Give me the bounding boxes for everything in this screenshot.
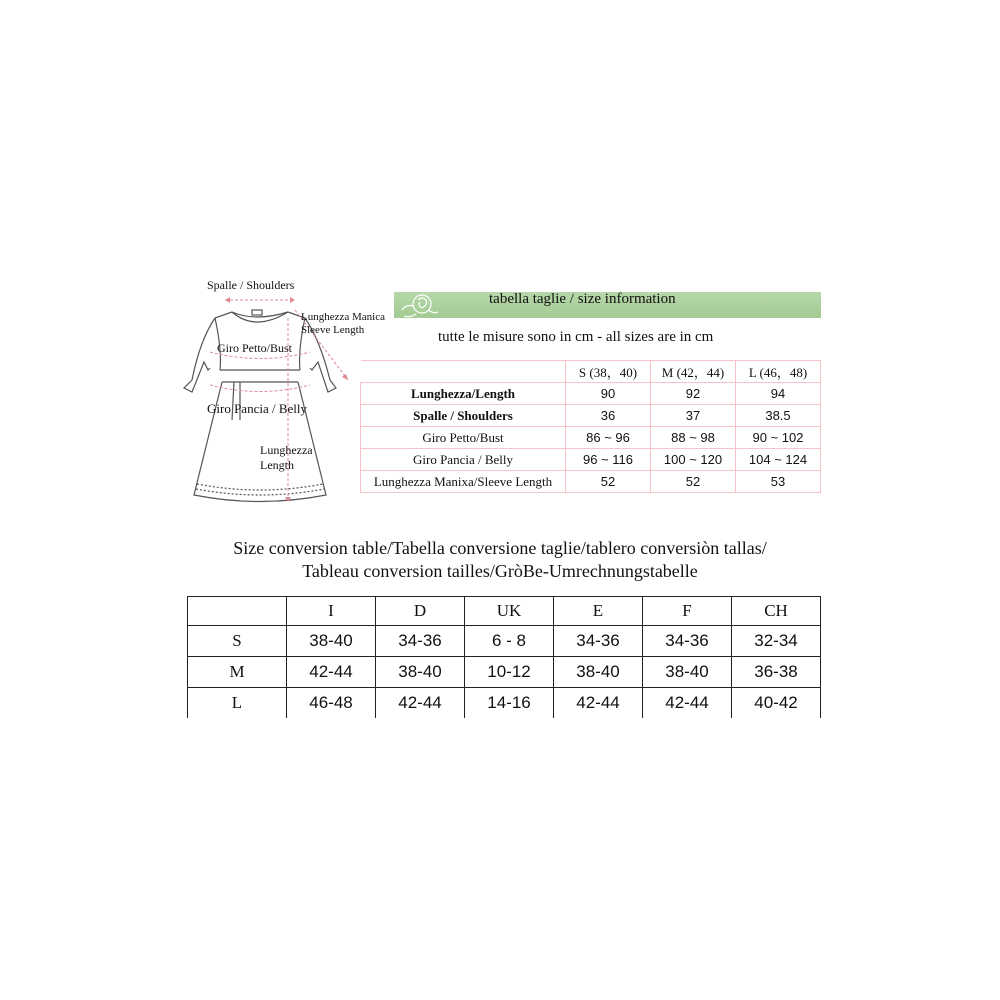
conversion-size-cell: L [188, 688, 287, 719]
size-info-cell: 52 [566, 471, 651, 493]
size-info-cell: 100 ~ 120 [651, 449, 736, 471]
size-info-col-l: L (46，48) [736, 361, 821, 383]
size-info-row-bust [361, 427, 821, 449]
size-info-cell: 88 ~ 98 [651, 427, 736, 449]
size-info-row-label: Giro Pancia / Belly [361, 449, 566, 471]
size-info-cell: 94 [736, 383, 821, 405]
size-info-row-belly [361, 449, 821, 471]
size-info-row-sleeve [361, 471, 821, 493]
conversion-size-cell: S [188, 626, 287, 657]
size-info-col-m: M (42，44) [651, 361, 736, 383]
conversion-row-m [188, 657, 821, 688]
size-info-subtitle: tutte le misure sono in cm - all sizes are in cm [438, 329, 714, 345]
conversion-cell: 38-40 [554, 657, 643, 688]
conversion-cell: 42-44 [287, 657, 376, 688]
conversion-cell: 38-40 [376, 657, 465, 688]
conversion-header-cell: D [376, 597, 465, 626]
conversion-cell: 36-38 [732, 657, 821, 688]
conversion-cell: 38-40 [643, 657, 732, 688]
conversion-header-cell: CH [732, 597, 821, 626]
length-label-1: Lunghezza [260, 443, 313, 457]
size-info-cell: 38.5 [736, 405, 821, 427]
size-info-row-label: Lunghezza Manixa/Sleeve Length [361, 471, 566, 493]
conversion-header-cell: F [643, 597, 732, 626]
conversion-header-cell: I [287, 597, 376, 626]
size-info-cell: 96 ~ 116 [566, 449, 651, 471]
length-label-2: Length [260, 458, 294, 472]
conversion-cell: 40-42 [732, 688, 821, 719]
size-info-row-label: Lunghezza/Length [361, 383, 566, 405]
conversion-title-line2: Tableau conversion tailles/GròBe-Umrechnungstabelle [302, 561, 698, 581]
conversion-cell: 42-44 [376, 688, 465, 719]
sleeve-length-label-1: Lunghezza Manica [301, 311, 385, 323]
size-conversion-table [187, 596, 821, 718]
size-info-cell: 53 [736, 471, 821, 493]
conversion-cell: 42-44 [554, 688, 643, 719]
size-info-row-label: Giro Petto/Bust [361, 427, 566, 449]
size-info-cell: 90 ~ 102 [736, 427, 821, 449]
belly-label: Giro Pancia / Belly [207, 401, 308, 416]
conversion-header-row [188, 597, 821, 626]
conversion-cell: 34-36 [643, 626, 732, 657]
conversion-title-line1: Size conversion table/Tabella conversione taglie/tablero conversiòn tallas/ [233, 538, 767, 558]
size-info-cell: 104 ~ 124 [736, 449, 821, 471]
conversion-header-cell: UK [465, 597, 554, 626]
size-info-cell: 90 [566, 383, 651, 405]
size-info-cell: 86 ~ 96 [566, 427, 651, 449]
size-info-corner-cell [361, 361, 566, 383]
conversion-cell: 42-44 [643, 688, 732, 719]
size-info-row-shoulders [361, 405, 821, 427]
sleeve-length-label-2: Sleeve Length [301, 324, 365, 336]
size-info-title: tabella taglie / size information [489, 291, 676, 307]
size-info-cell: 52 [651, 471, 736, 493]
conversion-cell: 46-48 [287, 688, 376, 719]
conversion-row-s [188, 626, 821, 657]
size-info-row-length [361, 383, 821, 405]
shoulders-label: Spalle / Shoulders [207, 278, 295, 292]
bust-label: Giro Petto/Bust [217, 341, 293, 355]
size-info-row-label: Spalle / Shoulders [361, 405, 566, 427]
conversion-cell: 14-16 [465, 688, 554, 719]
size-info-header-row [361, 361, 821, 383]
conversion-cell: 34-36 [376, 626, 465, 657]
conversion-cell: 34-36 [554, 626, 643, 657]
conversion-cell: 32-34 [732, 626, 821, 657]
size-info-cell: 37 [651, 405, 736, 427]
dress-diagram [170, 270, 370, 520]
conversion-cell: 6 - 8 [465, 626, 554, 657]
conversion-header-cell: E [554, 597, 643, 626]
conversion-cell: 10-12 [465, 657, 554, 688]
conversion-cell: 38-40 [287, 626, 376, 657]
size-info-table [360, 360, 821, 493]
dress-illustration [170, 270, 370, 520]
conversion-row-l [188, 688, 821, 719]
rose-icon [398, 290, 442, 320]
conversion-corner-cell [188, 597, 287, 626]
size-info-col-s: S (38，40) [566, 361, 651, 383]
size-info-cell: 36 [566, 405, 651, 427]
size-info-cell: 92 [651, 383, 736, 405]
conversion-size-cell: M [188, 657, 287, 688]
